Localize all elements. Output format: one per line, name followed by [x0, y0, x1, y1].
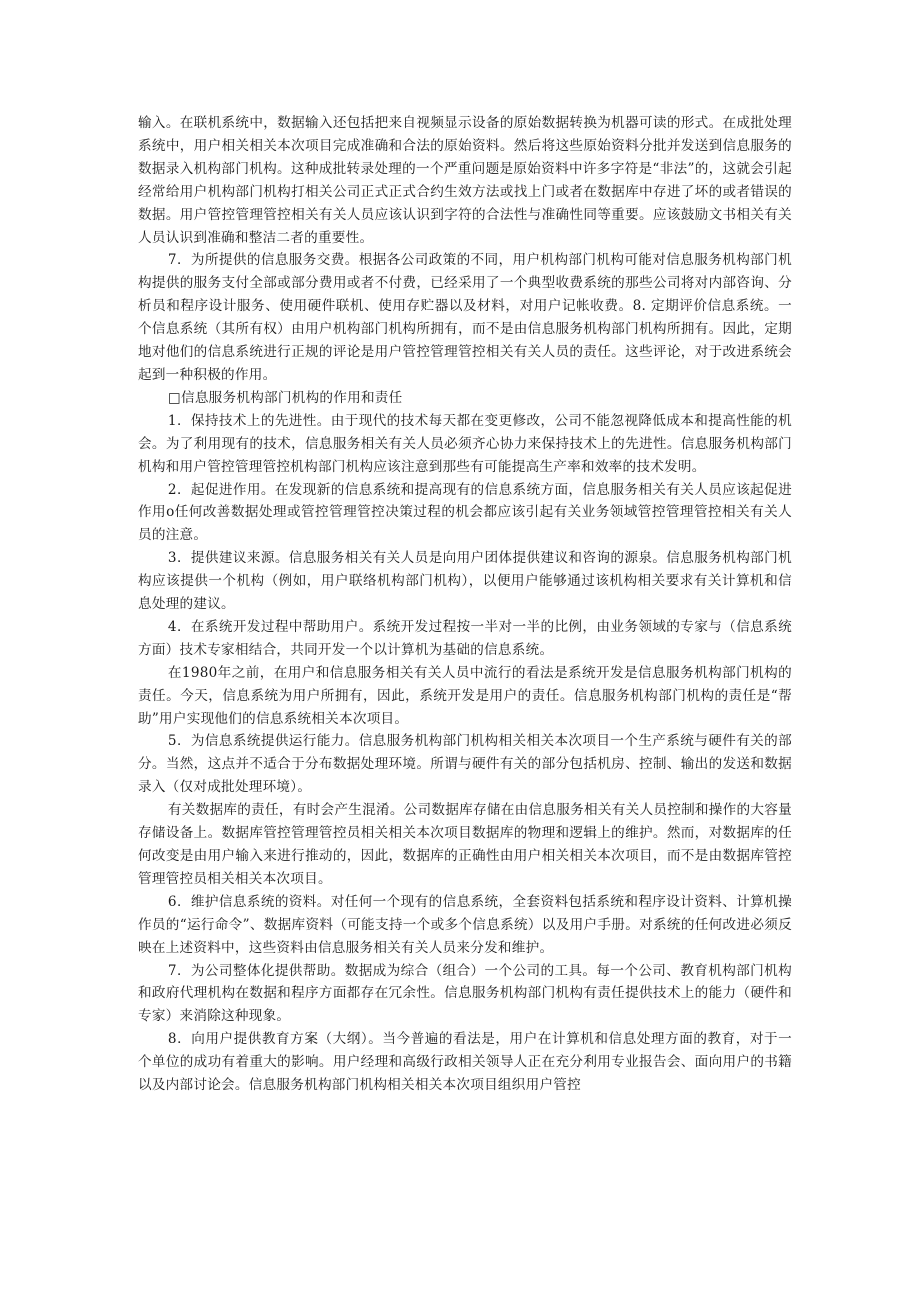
paragraph-advice: 3．提供建议来源。信息服务相关有关人员是向用户团体提供建议和咨询的源泉。信息服务机构部门机构应该提供一个机构（例如，用户联络机构部门机构），以便用户能够通过该机构相关要求有关计算机和信息处理的建议。: [138, 550, 792, 613]
paragraph-documentation: 6．维护信息系统的资料。对任何一个现有的信息系统，全套资料包括系统和程序设计资料、计算机操作员的“运行命令”、数据库资料（可能支持一个或多个信息系统）以及用户手册。对系统的任何改进必须反映在上述资料中，这些资料由信息服务相关有关人员来分发和维护。: [138, 893, 792, 956]
section-heading: □信息服务机构部门机构的作用和责任: [167, 389, 403, 406]
paragraph-tech-advance: 1．保持技术上的先进性。由于现代的技术每天都在变更修改，公司不能忽视降低成本和提高性能的机会。为了利用现有的技术，信息服务相关有关人员必须齐心协力来保持技术上的先进性。信息服务机构部门机构和用户管控管理管控机构部门机构应该注意到那些有可能提高生产率和效率的技术发明。: [138, 412, 792, 475]
paragraph-history: 在1980年之前，在用户和信息服务相关有关人员中流行的看法是系统开发是信息服务机构部门机构的责任。今天，信息系统为用户所拥有，因此，系统开发是用户的责任。信息服务机构部门机构的责任是“帮助”用户实现他们的信息系统相关本次项目。: [138, 664, 792, 727]
document-page: [138, 112, 792, 1097]
paragraph-operation: 5．为信息系统提供运行能力。信息服务机构部门机构相关相关本次项目一个生产系统与硬件有关的部分。当然，这点并不适合于分布数据处理环境。所谓与硬件有关的部分包括机房、控制、输出的发送和数据录入（仅对成批处理环境）。: [138, 733, 792, 796]
paragraph-service-fee: 7．为所提供的信息服务交费。根据各公司政策的不同，用户机构部门机构可能对信息服务机构部门机构提供的服务支付全部或部分费用或者不付费，已经采用了一个典型收费系统的那些公司将对内部咨询、分析员和程序设计服务、使用硬件联机、使用存贮器以及材料，对用户记帐收费。8. 定期评价信息系统。一个信息系统（其所有权）由用户机构部门机构所拥有，而不是由信息服务机构部门机构所拥有。因此，定期地对他们的信息系统进行正规的评论是用户管控管理管控相关有关人员的责任。这些评论，对于改进系统会起到一种积极的作用。: [138, 252, 792, 383]
paragraph-education: 8．向用户提供教育方案（大纲）。当今普遍的看法是，用户在计算机和信息处理方面的教育，对于一个单位的成功有着重大的影响。用户经理和高级行政相关领导人正在充分利用专业报告会、面向用户的书籍以及内部讨论会。信息服务机构部门机构相关相关本次项目组织用户管控: [138, 1031, 792, 1094]
paragraph-dev-help: 4．在系统开发过程中帮助用户。系统开发过程按一半对一半的比例，由业务领域的专家与（信息系统方面）技术专家相结合，共同开发一个以计算机为基础的信息系统。: [138, 618, 792, 658]
paragraph-input-handling: 输入。在联机系统中，数据输入还包括把来自视频显示设备的原始数据转换为机器可读的形式。在成批处理系统中，用户相关相关本次项目完成准确和合法的原始资料。然后将这些原始资料分批并发送到信息服务的数据录入机构部门机构。这种成批转录处理的一个严重问题是原始资料中许多字符是“非法”的，这就会引起经常给用户机构部门机构打相关公司正式正式合约生效方法或找上门或者在数据库中存进了坏的或者错误的数据。用户管控管理管控相关有关人员应该认识到字符的合法性与准确性同等重要。应该鼓励文书相关有关人员认识到准确和整洁二者的重要性。: [138, 115, 792, 246]
paragraph-promote: 2．起促进作用。在发现新的信息系统和提高现有的信息系统方面，信息服务相关有关人员应该起促进作用o任何改善数据处理或管控管理管控决策过程的机会都应该引起有关业务领域管控管理管控相关有关人员的注意。: [138, 481, 792, 544]
paragraph-integration: 7．为公司整体化提供帮助。数据成为综合（组合）一个公司的工具。每一个公司、教育机构部门机构和政府代理机构在数据和程序方面都存在冗余性。信息服务机构部门机构有责任提供技术上的能力（硬件和专家）来消除这种现象。: [138, 962, 792, 1025]
paragraph-database: 有关数据库的责任，有时会产生混淆。公司数据库存储在由信息服务相关有关人员控制和操作的大容量存储设备上。数据库管控管理管控员相关相关本次项目数据库的物理和逻辑上的维护。然而，对数据库的任何改变是由用户输入来进行推动的，因此，数据库的正确性由用户相关相关本次项目，而不是由数据库管控管理管控员相关相关本次项目。: [138, 802, 792, 887]
